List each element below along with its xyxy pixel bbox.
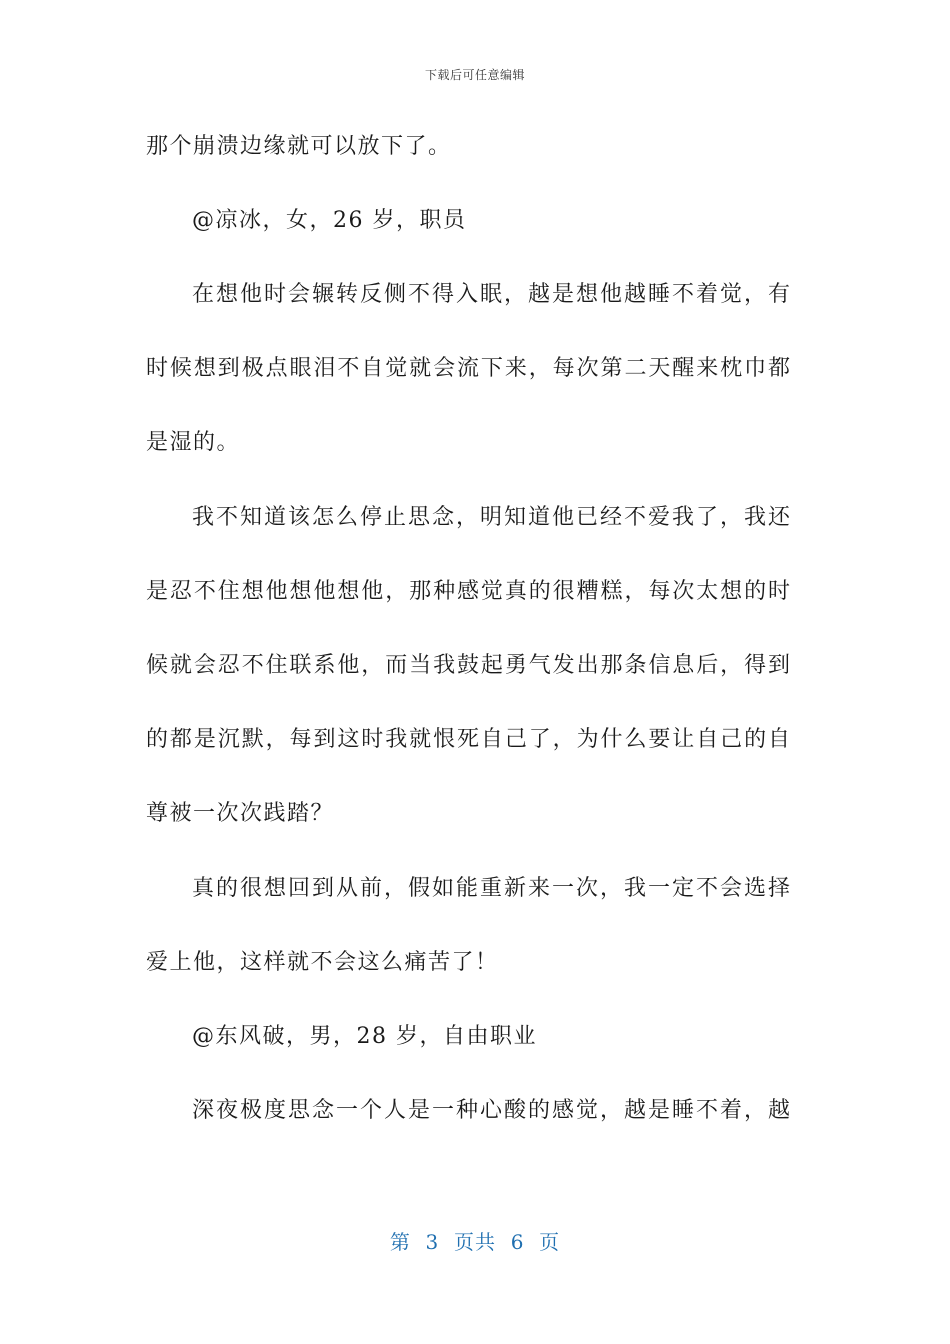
text-line: 尊被一次次践踏？: [146, 801, 335, 826]
text-line: 爱上他，这样就不会这么痛苦了！: [146, 950, 499, 975]
text-line: 是忍不住想他想他想他，那种感觉真的很糟糕，每次太想的时: [146, 579, 790, 604]
text-line: 候就会忍不住联系他，而当我鼓起勇气发出那条信息后，得到: [146, 653, 790, 678]
page-header: 下载后可任意编辑: [424, 68, 525, 82]
text-line: 深夜极度思念一个人是一种心酸的感觉，越是睡不着，越: [192, 1098, 790, 1123]
page-number-footer: 第 3 页共 6 页: [389, 1230, 561, 1254]
text-line: 的都是沉默，每到这时我就恨死自己了，为什么要让自己的自: [146, 727, 790, 752]
text-line: 真的很想回到从前，假如能重新来一次，我一定不会选择: [192, 876, 790, 901]
author-line: @凉冰，女，26 岁，职员: [192, 208, 467, 233]
text-line: 那个崩溃边缘就可以放下了。: [146, 134, 452, 159]
text-line: 在想他时会辗转反侧不得入眠，越是想他越睡不着觉，有: [192, 282, 790, 307]
text-line: 时候想到极点眼泪不自觉就会流下来，每次第二天醒来枕巾都: [146, 356, 790, 381]
author-line: @东风破，男，28 岁，自由职业: [192, 1024, 537, 1049]
text-line: 是湿的。: [146, 430, 241, 455]
text-line: 我不知道该怎么停止思念，明知道他已经不爱我了，我还: [192, 505, 790, 530]
